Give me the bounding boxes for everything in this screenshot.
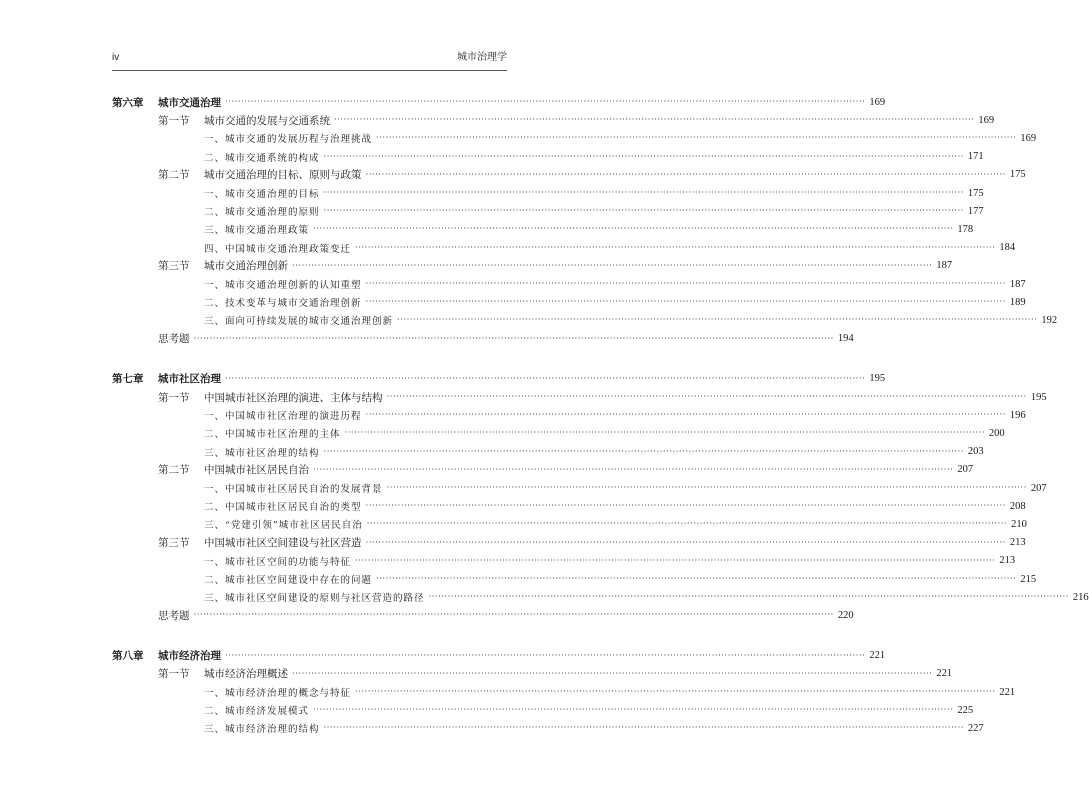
toc-page-number: 187 [936, 260, 953, 272]
toc-entry-text: 四、中国城市交通治理政策变迁 [204, 243, 352, 255]
dot-leader: ········································································································································································································ [366, 519, 1008, 530]
toc-entry-title [112, 499, 362, 513]
toc-entry-text: 三、城市社区治理的结构 [204, 447, 320, 459]
toc-page-number: 178 [957, 223, 974, 235]
toc-page-number: 207 [957, 464, 974, 476]
toc-entry-title [112, 462, 309, 477]
dot-leader: ········································································································································································································ [193, 610, 834, 621]
toc-entry-title [112, 608, 190, 623]
toc-entry-text: 二、技术变革与城市交通治理创新 [204, 298, 362, 310]
toc-page-number: 192 [1041, 314, 1058, 326]
dot-leader: ········································································································································································································ [365, 169, 1006, 180]
toc-section-row[interactable] [112, 111, 995, 129]
toc-entry-title [112, 666, 288, 681]
toc-sub-row[interactable] [112, 552, 1016, 570]
toc-entry-title [112, 222, 309, 236]
toc-entry-title [112, 408, 362, 422]
toc-page-number: 187 [1009, 278, 1026, 290]
dot-leader: ········································································································································································································ [313, 464, 954, 475]
dot-leader: ········································································································································································································ [365, 501, 1006, 512]
toc-sub-row[interactable] [112, 148, 984, 166]
toc-section-row[interactable] [112, 166, 1026, 184]
toc-entry-number: 第六章 [112, 96, 144, 109]
toc-entry-text: 一、中国城市社区治理的演进历程 [204, 411, 362, 423]
toc-page-number: 196 [1009, 409, 1026, 421]
toc-entry-text: 三、“党建引领”城市社区居民自治 [204, 520, 363, 532]
toc-sub-row[interactable] [112, 424, 1005, 442]
dot-leader: ········································································································································································································ [376, 133, 1017, 144]
toc-entry-title [112, 685, 351, 699]
toc-sub-row[interactable] [112, 184, 984, 202]
toc-chapter-row[interactable] [112, 370, 886, 388]
toc-page-number: 189 [1009, 296, 1026, 308]
toc-entry-title [112, 703, 309, 717]
toc-page-number: 194 [837, 333, 854, 345]
toc-page-number: 203 [967, 446, 984, 458]
dot-leader: ········································································································································································································ [376, 574, 1017, 584]
dot-leader: ········································································································································································································ [323, 206, 964, 217]
toc-entry-title [112, 648, 221, 663]
toc-entry-number: 第一节 [158, 391, 190, 404]
toc-entry-title [112, 481, 383, 495]
toc-entry-text: 三、城市经济治理的结构 [204, 724, 320, 736]
dot-leader: ········································································································································································································ [355, 555, 996, 566]
toc-entry-text: 二、城市交通治理的原则 [204, 207, 320, 219]
dot-leader: ········································································································································································································ [365, 537, 1006, 548]
toc-entry-title [112, 167, 362, 182]
toc-page-number: 207 [1030, 482, 1047, 494]
toc-entry-text: 三、城市社区空间建设的原则与社区营造的路径 [204, 593, 425, 605]
toc-page-number: 177 [967, 205, 984, 217]
dot-leader: ········································································································································································································ [344, 428, 985, 439]
toc-page-number: 169 [869, 96, 886, 108]
toc-entry-title [112, 590, 425, 604]
page-number: iv [112, 52, 120, 63]
toc-entry-number: 第二节 [158, 464, 190, 477]
toc-sub-row[interactable] [112, 443, 984, 461]
toc-entry-text: 思考题 [158, 609, 190, 622]
toc-page-number: 221 [999, 686, 1016, 698]
toc-page-number: 175 [967, 187, 984, 199]
toc-page-number: 213 [999, 555, 1016, 567]
dot-leader: ········································································································································································································ [225, 373, 866, 384]
toc-entry-title [112, 241, 351, 255]
dot-leader: ········································································································································································································ [292, 260, 933, 271]
toc-sub-row[interactable] [112, 515, 1027, 533]
toc-entry-text: 中国城市社区居民自治 [204, 464, 309, 477]
toc-entry-text: 二、城市经济发展模式 [204, 706, 310, 718]
toc-sub-row[interactable] [112, 719, 984, 737]
toc-entry-title [112, 721, 320, 735]
toc-entry-title [112, 517, 363, 531]
toc-entry-title [112, 572, 372, 586]
toc-section-row[interactable] [112, 388, 1047, 406]
toc-entry-number: 第三节 [158, 260, 190, 273]
toc-sub-row[interactable] [112, 311, 1058, 329]
toc-entry-title [112, 258, 288, 273]
dot-leader: ········································································································································································································ [323, 723, 964, 734]
toc-sub-row[interactable] [112, 220, 974, 238]
toc-page-number: 169 [1020, 132, 1037, 144]
toc-entry-title [112, 445, 320, 459]
toc-sub-row[interactable] [112, 275, 1026, 293]
header-rule [112, 70, 507, 71]
toc-entry-text: 城市交通的发展与交通系统 [204, 114, 330, 127]
toc-entry-title [112, 113, 330, 128]
toc-page-number: 175 [1009, 169, 1026, 181]
toc-entry-text: 思考题 [158, 333, 190, 346]
toc-entry-text: 一、城市经济治理的概念与特征 [204, 688, 352, 699]
toc-entry-number: 第七章 [112, 373, 144, 386]
toc-sub-row[interactable] [112, 293, 1026, 311]
toc-entry-title [112, 204, 320, 218]
toc-section-row[interactable] [112, 534, 1026, 552]
toc-entry-text: 三、面向可持续发展的城市交通治理创新 [204, 316, 394, 328]
toc-page-number: 169 [978, 114, 995, 126]
dot-leader: ········································································································································································································ [386, 392, 1027, 402]
toc-sub-row[interactable] [112, 497, 1026, 515]
toc-entry-title [112, 390, 383, 405]
toc-entry-title [112, 313, 393, 327]
toc-page-number: 208 [1009, 500, 1026, 512]
toc-entry-title [112, 95, 221, 110]
toc-entry-text: 三、城市交通治理政策 [204, 225, 310, 237]
toc-chapter-row[interactable] [112, 93, 886, 111]
dot-leader: ········································································································································································································ [355, 242, 996, 253]
toc-section-row[interactable] [112, 665, 953, 683]
toc-sub-row[interactable] [112, 406, 1026, 424]
toc-entry-text: 一、城市交通的发展历程与治理挑战 [204, 134, 373, 146]
dot-leader: ········································································································································································································ [225, 650, 866, 661]
toc-entry-text: 二、中国城市社区居民自治的类型 [204, 502, 362, 514]
toc-page-number: 184 [999, 242, 1016, 254]
toc-entry-number: 第八章 [112, 650, 144, 663]
dot-leader: ········································································································································································································ [334, 115, 975, 126]
toc-page-number: 216 [1072, 591, 1089, 603]
toc-page-number: 200 [988, 427, 1005, 439]
toc-entry-title [112, 535, 362, 550]
toc-page-number: 221 [869, 650, 886, 662]
dot-leader: ········································································································································································································ [323, 188, 964, 198]
toc-entry-number: 第一节 [158, 668, 190, 681]
toc-entry-text: 二、中国城市社区治理的主体 [204, 429, 341, 441]
toc-entry-number: 第三节 [158, 537, 190, 550]
toc-sub-row[interactable] [112, 239, 1016, 257]
toc-entry-title [112, 131, 372, 145]
toc-entry-text: 城市经济治理 [158, 650, 221, 663]
dot-leader: ········································································································································································································ [365, 410, 1006, 421]
dot-leader: ········································································································································································································ [365, 297, 1006, 308]
toc-entry-text: 中国城市社区空间建设与社区营造 [204, 537, 362, 550]
toc-page-number: 215 [1020, 573, 1037, 585]
toc-entry-number: 第二节 [158, 169, 190, 182]
toc-sub-row[interactable] [112, 202, 984, 220]
toc-entry-title [112, 371, 221, 386]
toc-chapter-row[interactable] [112, 647, 886, 665]
toc-page-number: 213 [1009, 537, 1026, 549]
dot-leader: ········································································································································································································ [386, 483, 1027, 493]
book-title: 城市治理学 [457, 52, 507, 63]
toc-page-number: 195 [1030, 391, 1047, 403]
toc-entry-title [112, 277, 362, 291]
toc-entry-title [112, 554, 351, 568]
toc-sub-row[interactable] [112, 570, 1037, 588]
toc-page-number: 220 [837, 609, 854, 621]
toc-entry-text: 一、城市社区空间的功能与特征 [204, 556, 352, 568]
toc-entry-title [112, 426, 341, 440]
toc-entry-text: 城市经济治理概述 [204, 668, 288, 681]
toc-entry-title [112, 186, 320, 200]
dot-leader: ········································································································································································································ [193, 333, 834, 344]
toc-entry-title [112, 331, 190, 346]
dot-leader: ········································································································································································································ [428, 592, 1069, 603]
toc-section-row[interactable] [112, 461, 974, 479]
toc-entry-text: 城市社区治理 [158, 373, 221, 386]
toc-sub-row[interactable] [112, 588, 1089, 606]
toc-q-row[interactable] [112, 330, 854, 348]
toc-page-number: 210 [1011, 518, 1027, 530]
toc-page-number: 227 [967, 722, 984, 734]
dot-leader: ········································································································································································································ [365, 279, 1006, 289]
toc-entry-text: 一、城市交通治理的目标 [204, 189, 320, 200]
toc-page-number: 171 [967, 151, 984, 163]
toc-entry-text: 城市交通治理的目标、原则与政策 [204, 169, 362, 182]
toc-sub-row[interactable] [112, 683, 1016, 701]
dot-leader: ········································································································································································································ [323, 446, 964, 457]
toc-page-number: 225 [957, 704, 974, 716]
toc-page-number: 221 [936, 668, 953, 680]
running-header [112, 50, 507, 66]
toc-entry-text: 一、城市交通治理创新的认知重塑 [204, 280, 362, 291]
toc-page-number: 195 [869, 373, 886, 385]
dot-leader: ········································································································································································································ [313, 705, 954, 716]
toc-q-row[interactable] [112, 606, 854, 624]
toc-section-row[interactable] [112, 257, 953, 275]
toc-entry-text: 二、城市交通系统的构成 [204, 152, 320, 164]
toc-entry-title [112, 295, 362, 309]
toc-sub-row[interactable] [112, 701, 974, 719]
dot-leader: ········································································································································································································ [323, 151, 964, 162]
dot-leader: ········································································································································································································ [292, 668, 933, 679]
dot-leader: ········································································································································································································ [355, 687, 996, 697]
toc-entry-text: 中国城市社区治理的演进、主体与结构 [204, 391, 383, 404]
toc-sub-row[interactable] [112, 479, 1047, 497]
toc-entry-text: 一、中国城市社区居民自治的发展背景 [204, 484, 383, 495]
dot-leader: ········································································································································································································ [397, 315, 1038, 326]
toc-entry-number: 第一节 [158, 114, 190, 127]
toc-entry-text: 城市交通治理创新 [204, 260, 288, 273]
toc-entry-title [112, 150, 320, 164]
dot-leader: ········································································································································································································ [225, 97, 866, 107]
toc-entry-text: 城市交通治理 [158, 96, 221, 109]
toc-entry-text: 二、城市社区空间建设中存在的问题 [204, 575, 373, 586]
toc-sub-row[interactable] [112, 129, 1037, 147]
dot-leader: ········································································································································································································ [313, 224, 954, 235]
